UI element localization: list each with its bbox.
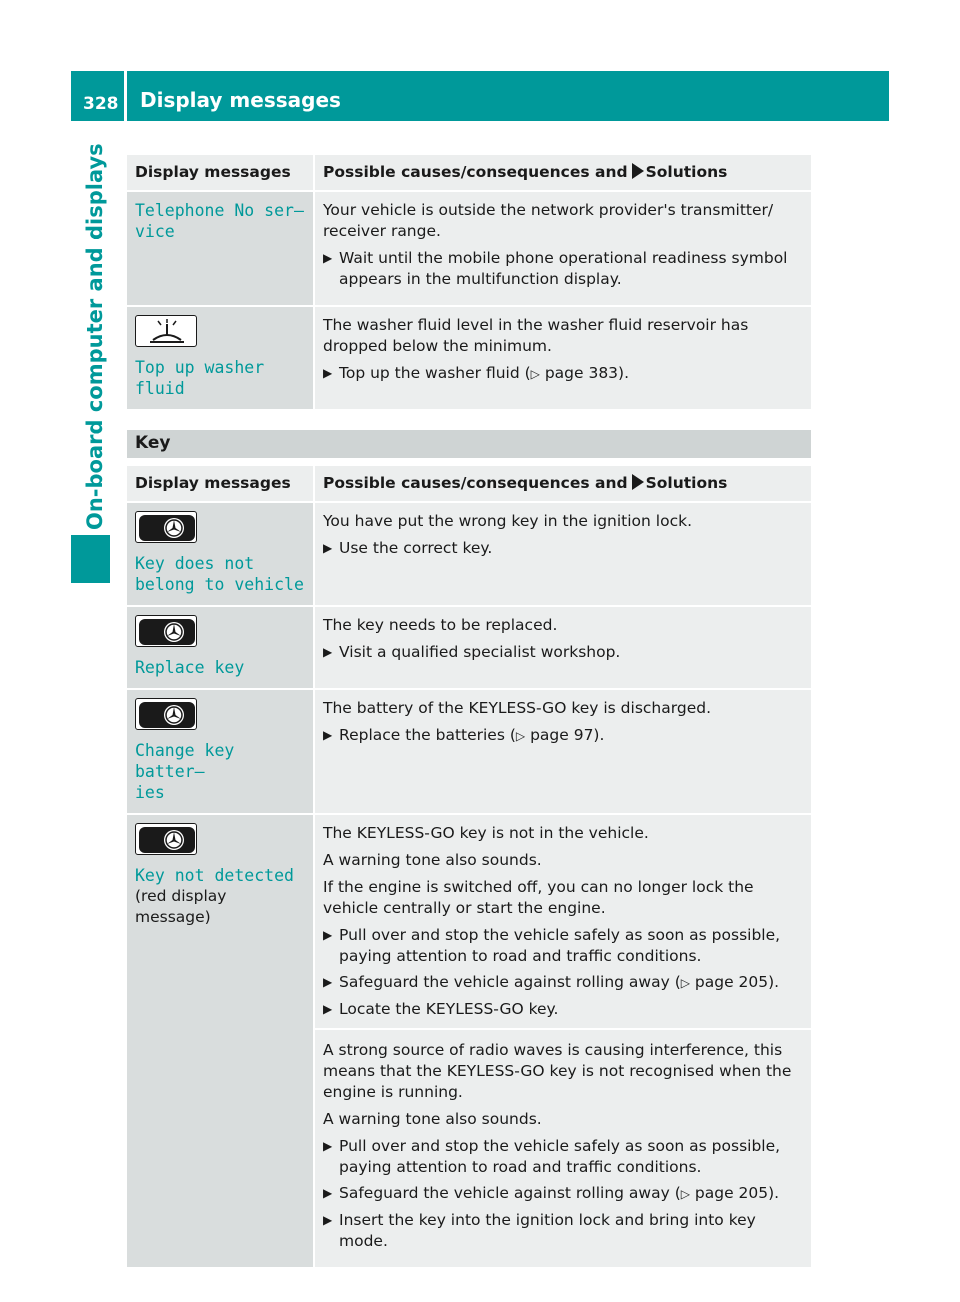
solution-step: [323, 1210, 803, 1252]
arrow-right-icon: ▶: [323, 1186, 333, 1200]
message-text: Change key batter– ies: [135, 741, 235, 802]
message-note: (red display message): [135, 887, 227, 926]
step-text: Insert the key into the ignition lock and bring into key mode.: [339, 1211, 756, 1250]
solution-cell: [314, 689, 811, 814]
solution-cell: [314, 191, 811, 306]
col-header-text-2: Solutions: [645, 474, 728, 492]
message-text: Telephone No ser– vice: [135, 201, 304, 241]
solution-step: [323, 248, 803, 290]
cause-text: You have put the wrong key in the ignition lock.: [323, 512, 693, 530]
col-header-display-messages: Display messages: [127, 466, 314, 502]
arrow-right-icon: ▶: [323, 251, 333, 265]
col-header-text-2: Solutions: [645, 163, 728, 181]
step-text-2: page 205).: [689, 973, 780, 991]
solution-cell: [314, 306, 811, 410]
step-text: Safeguard the vehicle against rolling away (: [339, 973, 681, 991]
table-header-row: [127, 155, 811, 191]
washer-fluid-icon: [135, 315, 197, 347]
cause-text: A warning tone also sounds.: [323, 1110, 542, 1128]
step-text-2: page 97).: [525, 726, 605, 744]
arrow-right-icon: ▶: [323, 366, 333, 380]
col-header-solutions: [314, 466, 811, 502]
page-number: 328: [83, 94, 119, 114]
message-text: Key not detected: [135, 866, 294, 885]
col-header-text: Possible causes/consequences and: [323, 163, 628, 181]
solution-step: [323, 725, 803, 747]
chapter-marker: [71, 535, 110, 583]
arrow-right-icon: [632, 163, 644, 179]
cause-text: Your vehicle is outside the network provider's transmitter/ receiver range.: [323, 201, 774, 240]
message-cell: [127, 814, 314, 1268]
table-row: [127, 502, 811, 606]
arrow-right-icon: ▶: [323, 1002, 333, 1016]
arrow-right-icon: ▶: [323, 1213, 333, 1227]
display-messages-table-2: [127, 466, 811, 1269]
step-text: Pull over and stop the vehicle safely as soon as possible, paying attention to road and traffic conditions.: [339, 1137, 781, 1176]
cause-text: The washer fluid level in the washer fluid reservoir has dropped below the minimum.: [323, 316, 749, 355]
solution-step: [323, 999, 803, 1020]
section-title: Key: [135, 433, 171, 453]
solution-cell: [314, 606, 811, 689]
cause-text: A warning tone also sounds.: [323, 851, 542, 869]
chapter-title: On-board computer and displays: [83, 143, 107, 530]
display-messages-table-1: [127, 155, 811, 411]
subrow-divider: [315, 1028, 811, 1030]
solution-step: [323, 642, 803, 663]
arrow-right-icon: [632, 474, 644, 490]
col-header-display-messages: Display messages: [127, 155, 314, 191]
cause-text: The KEYLESS-GO key is not in the vehicle.: [323, 824, 649, 842]
solution-step: [323, 925, 803, 967]
step-text: Safeguard the vehicle against rolling away (: [339, 1184, 681, 1202]
solution-step: [323, 538, 803, 559]
message-text: Key does not belong to vehicle: [135, 554, 304, 594]
table-header-row: [127, 466, 811, 502]
table-row: [127, 191, 811, 306]
solution-step: [323, 1136, 803, 1178]
arrow-right-icon: ▶: [323, 928, 333, 942]
key-icon: [135, 615, 197, 647]
page-ref-icon: ▷: [680, 976, 690, 990]
page-ref-icon: ▷: [680, 1187, 690, 1201]
table-row: [127, 689, 811, 814]
message-cell: [127, 606, 314, 689]
page-ref-icon: ▷: [530, 367, 540, 381]
cause-text: If the engine is switched off, you can no longer lock the vehicle centrally or start the engine.: [323, 878, 754, 917]
message-cell: [127, 191, 314, 306]
step-text: Locate the KEYLESS-GO key.: [339, 1000, 559, 1018]
step-text: Replace the batteries (: [339, 726, 516, 744]
step-text: Visit a qualified specialist workshop.: [339, 643, 621, 661]
page-title: Display messages: [140, 88, 341, 112]
step-text: Wait until the mobile phone operational readiness symbol appears in the multifunction display.: [339, 249, 788, 288]
arrow-right-icon: ▶: [323, 1139, 333, 1153]
message-cell: [127, 689, 314, 814]
arrow-right-icon: ▶: [323, 645, 333, 659]
cause-text: The battery of the KEYLESS-GO key is discharged.: [323, 699, 711, 717]
step-text: Use the correct key.: [339, 539, 493, 557]
table-row: [127, 306, 811, 410]
solution-cell: [314, 502, 811, 606]
cause-text: A strong source of radio waves is causing interference, this means that the KEYLESS-GO key is not recognised when the engine is running.: [323, 1041, 792, 1101]
key-icon: [135, 511, 197, 543]
message-cell: [127, 306, 314, 410]
page-ref-icon: ▷: [515, 729, 526, 743]
message-text: Top up washer fluid: [135, 358, 275, 398]
solution-step: [323, 1183, 803, 1205]
arrow-right-icon: ▶: [323, 975, 333, 989]
step-text: Top up the washer fluid (: [339, 364, 531, 382]
key-icon: [135, 823, 197, 855]
solution-step: [323, 363, 803, 385]
solution-cell: [314, 814, 811, 1268]
step-text-2: page 383).: [539, 364, 630, 382]
step-text-2: page 205).: [689, 1184, 780, 1202]
arrow-right-icon: ▶: [323, 728, 333, 742]
step-text: Pull over and stop the vehicle safely as soon as possible, paying attention to road and traffic conditions.: [339, 926, 781, 965]
message-cell: [127, 502, 314, 606]
table-row: [127, 606, 811, 689]
key-icon: [135, 698, 197, 730]
cause-text: The key needs to be replaced.: [323, 616, 558, 634]
solution-step: [323, 972, 803, 994]
arrow-right-icon: ▶: [323, 541, 333, 555]
table-row: [127, 814, 811, 1268]
message-text: Replace key: [135, 658, 245, 677]
header-divider: [124, 71, 127, 121]
section-band: [127, 430, 811, 458]
col-header-solutions: [314, 155, 811, 191]
col-header-text: Possible causes/consequences and: [323, 474, 628, 492]
